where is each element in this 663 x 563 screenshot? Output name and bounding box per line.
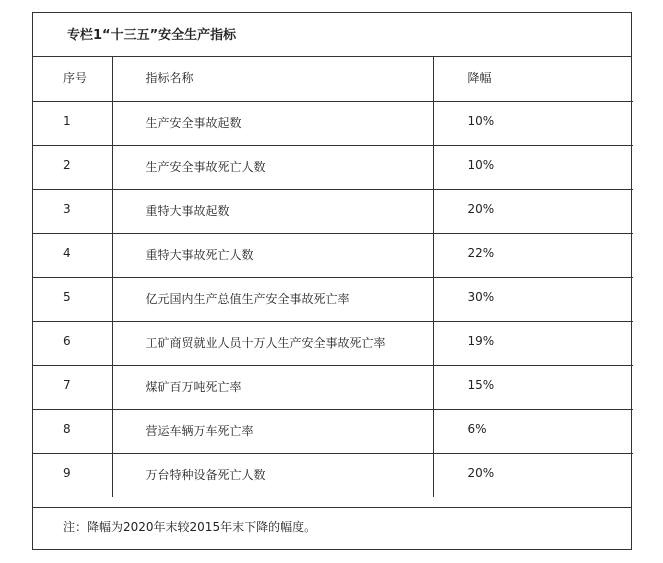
cell-name: 生产安全事故起数 bbox=[112, 101, 433, 145]
cell-no: 1 bbox=[33, 101, 112, 145]
cell-rate: 22% bbox=[433, 233, 633, 277]
table-note-row bbox=[33, 507, 631, 551]
cell-rate: 20% bbox=[467, 465, 495, 480]
table-row bbox=[33, 321, 633, 365]
table-row bbox=[33, 145, 633, 189]
cell-rate: 6% bbox=[433, 409, 633, 453]
cell-no: 7 bbox=[33, 365, 112, 409]
cell-no: 5 bbox=[33, 277, 112, 321]
header-cell-rate: 降幅 bbox=[433, 57, 633, 101]
table-row bbox=[33, 101, 633, 145]
table-title: 专栏1“十三五”安全生产指标 bbox=[67, 28, 237, 43]
table-header-row bbox=[33, 57, 633, 101]
indicator-table-frame bbox=[32, 12, 632, 550]
cell-rate: 10% bbox=[433, 145, 633, 189]
table-row bbox=[33, 277, 633, 321]
header-cell-no: 序号 bbox=[33, 57, 112, 101]
cell-name: 亿元国内生产总值生产安全事故死亡率 bbox=[112, 277, 433, 321]
header-cell-name: 指标名称 bbox=[112, 57, 433, 101]
table-row bbox=[33, 453, 633, 497]
cell-name: 营运车辆万车死亡率 bbox=[112, 409, 433, 453]
cell-no: 4 bbox=[33, 233, 112, 277]
cell-no: 3 bbox=[33, 189, 112, 233]
table-row bbox=[33, 233, 633, 277]
cell-name: 煤矿百万吨死亡率 bbox=[112, 365, 433, 409]
cell-name: 生产安全事故死亡人数 bbox=[112, 145, 433, 189]
cell-no: 8 bbox=[33, 409, 112, 453]
cell-name: 工矿商贸就业人员十万人生产安全事故死亡率 bbox=[112, 321, 433, 365]
cell-name: 万台特种设备死亡人数 bbox=[112, 453, 433, 497]
cell-rate: 30% bbox=[433, 277, 633, 321]
table-title-row bbox=[33, 13, 631, 57]
cell-rate: 15% bbox=[433, 365, 633, 409]
cell-name: 重特大事故死亡人数 bbox=[112, 233, 433, 277]
cell-name: 重特大事故起数 bbox=[112, 189, 433, 233]
cell-rate: 10% bbox=[433, 101, 633, 145]
cell-rate: 20% bbox=[433, 189, 633, 233]
cell-rate: 19% bbox=[433, 321, 633, 365]
indicator-table bbox=[33, 57, 633, 497]
cell-no: 2 bbox=[33, 145, 112, 189]
cell-no: 9 bbox=[33, 453, 112, 497]
cell-no: 6 bbox=[33, 321, 112, 365]
table-row bbox=[33, 365, 633, 409]
table-note: 注：降幅为2020年末较2015年末下降的幅度。 bbox=[63, 520, 317, 534]
table-row bbox=[33, 189, 633, 233]
table-row bbox=[33, 409, 633, 453]
